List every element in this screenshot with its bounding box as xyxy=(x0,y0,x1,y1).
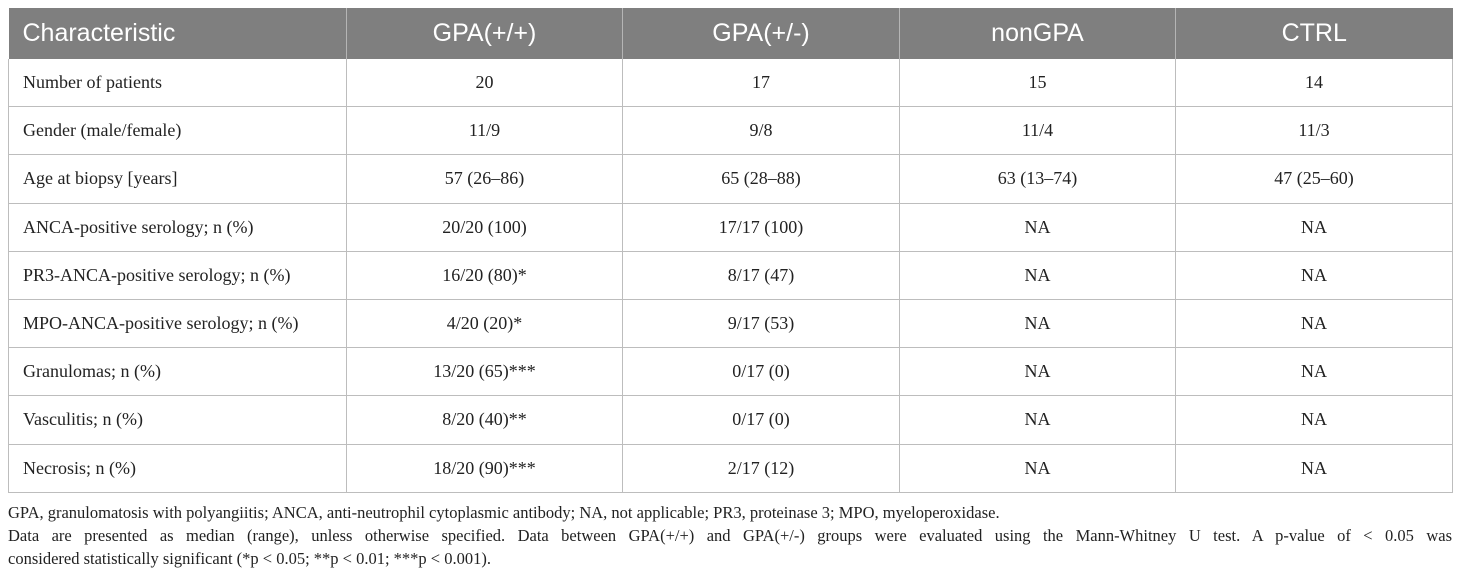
header-characteristic: Characteristic xyxy=(9,8,347,59)
cell-gpa-pos-pos: 20 xyxy=(347,59,623,107)
table-row xyxy=(9,396,1453,444)
row-label: Gender (male/female) xyxy=(9,107,347,155)
table-row xyxy=(9,348,1453,396)
table-row xyxy=(9,203,1453,251)
cell-gpa-pos-pos: 16/20 (80)* xyxy=(347,251,623,299)
table-header xyxy=(9,8,1453,59)
cell-ctrl: 47 (25–60) xyxy=(1176,155,1453,203)
cell-nongpa: NA xyxy=(900,348,1176,396)
table-row xyxy=(9,299,1453,347)
header-row xyxy=(9,8,1453,59)
row-label: Necrosis; n (%) xyxy=(9,444,347,492)
row-label: MPO-ANCA-positive serology; n (%) xyxy=(9,299,347,347)
cell-ctrl: NA xyxy=(1176,444,1453,492)
cell-nongpa: NA xyxy=(900,299,1176,347)
cell-gpa-pos-pos: 20/20 (100) xyxy=(347,203,623,251)
characteristics-table-container xyxy=(8,8,1452,493)
table-row xyxy=(9,59,1453,107)
cell-gpa-pos-neg: 0/17 (0) xyxy=(623,396,900,444)
cell-gpa-pos-neg: 9/17 (53) xyxy=(623,299,900,347)
cell-nongpa: 63 (13–74) xyxy=(900,155,1176,203)
cell-ctrl: NA xyxy=(1176,299,1453,347)
cell-nongpa: 15 xyxy=(900,59,1176,107)
header-ctrl: CTRL xyxy=(1176,8,1453,59)
cell-gpa-pos-pos: 18/20 (90)*** xyxy=(347,444,623,492)
table-row xyxy=(9,444,1453,492)
cell-gpa-pos-neg: 8/17 (47) xyxy=(623,251,900,299)
cell-ctrl: NA xyxy=(1176,251,1453,299)
cell-nongpa: NA xyxy=(900,203,1176,251)
cell-nongpa: NA xyxy=(900,251,1176,299)
cell-gpa-pos-pos: 8/20 (40)** xyxy=(347,396,623,444)
row-label: Vasculitis; n (%) xyxy=(9,396,347,444)
cell-nongpa: NA xyxy=(900,396,1176,444)
cell-gpa-pos-pos: 4/20 (20)* xyxy=(347,299,623,347)
header-nongpa: nonGPA xyxy=(900,8,1176,59)
table-footnotes xyxy=(8,501,1452,570)
table-row xyxy=(9,155,1453,203)
table-body xyxy=(9,59,1453,492)
header-gpa-pos-neg: GPA(+/-) xyxy=(623,8,900,59)
footnote-abbreviations: GPA, granulomatosis with polyangiitis; ANCA, anti-neutrophil cytoplasmic antibody; NA, not applicable; PR3, proteinase 3; MPO, myeloperoxidase. xyxy=(8,503,1000,522)
characteristics-table xyxy=(8,8,1453,493)
cell-gpa-pos-pos: 13/20 (65)*** xyxy=(347,348,623,396)
cell-gpa-pos-neg: 2/17 (12) xyxy=(623,444,900,492)
cell-nongpa: NA xyxy=(900,444,1176,492)
cell-gpa-pos-neg: 65 (28–88) xyxy=(623,155,900,203)
cell-ctrl: NA xyxy=(1176,396,1453,444)
cell-gpa-pos-neg: 17 xyxy=(623,59,900,107)
cell-nongpa: 11/4 xyxy=(900,107,1176,155)
header-gpa-pos-pos: GPA(+/+) xyxy=(347,8,623,59)
cell-gpa-pos-neg: 0/17 (0) xyxy=(623,348,900,396)
row-label: PR3-ANCA-positive serology; n (%) xyxy=(9,251,347,299)
row-label: Granulomas; n (%) xyxy=(9,348,347,396)
cell-ctrl: NA xyxy=(1176,348,1453,396)
footnote-methods: Data are presented as median (range), unless otherwise specified. Data between GPA(+/+) and GPA(+/-) groups were evaluated using the Mann-Whitney U test. A p-value of < 0.05 was xyxy=(8,526,1452,545)
cell-gpa-pos-pos: 57 (26–86) xyxy=(347,155,623,203)
cell-gpa-pos-neg: 9/8 xyxy=(623,107,900,155)
footnote-significance: considered statistically significant (*p < 0.05; **p < 0.01; ***p < 0.001). xyxy=(8,549,491,568)
row-label: ANCA-positive serology; n (%) xyxy=(9,203,347,251)
row-label: Number of patients xyxy=(9,59,347,107)
table-row xyxy=(9,251,1453,299)
row-label: Age at biopsy [years] xyxy=(9,155,347,203)
cell-ctrl: NA xyxy=(1176,203,1453,251)
cell-gpa-pos-pos: 11/9 xyxy=(347,107,623,155)
cell-ctrl: 14 xyxy=(1176,59,1453,107)
cell-gpa-pos-neg: 17/17 (100) xyxy=(623,203,900,251)
cell-ctrl: 11/3 xyxy=(1176,107,1453,155)
table-row xyxy=(9,107,1453,155)
